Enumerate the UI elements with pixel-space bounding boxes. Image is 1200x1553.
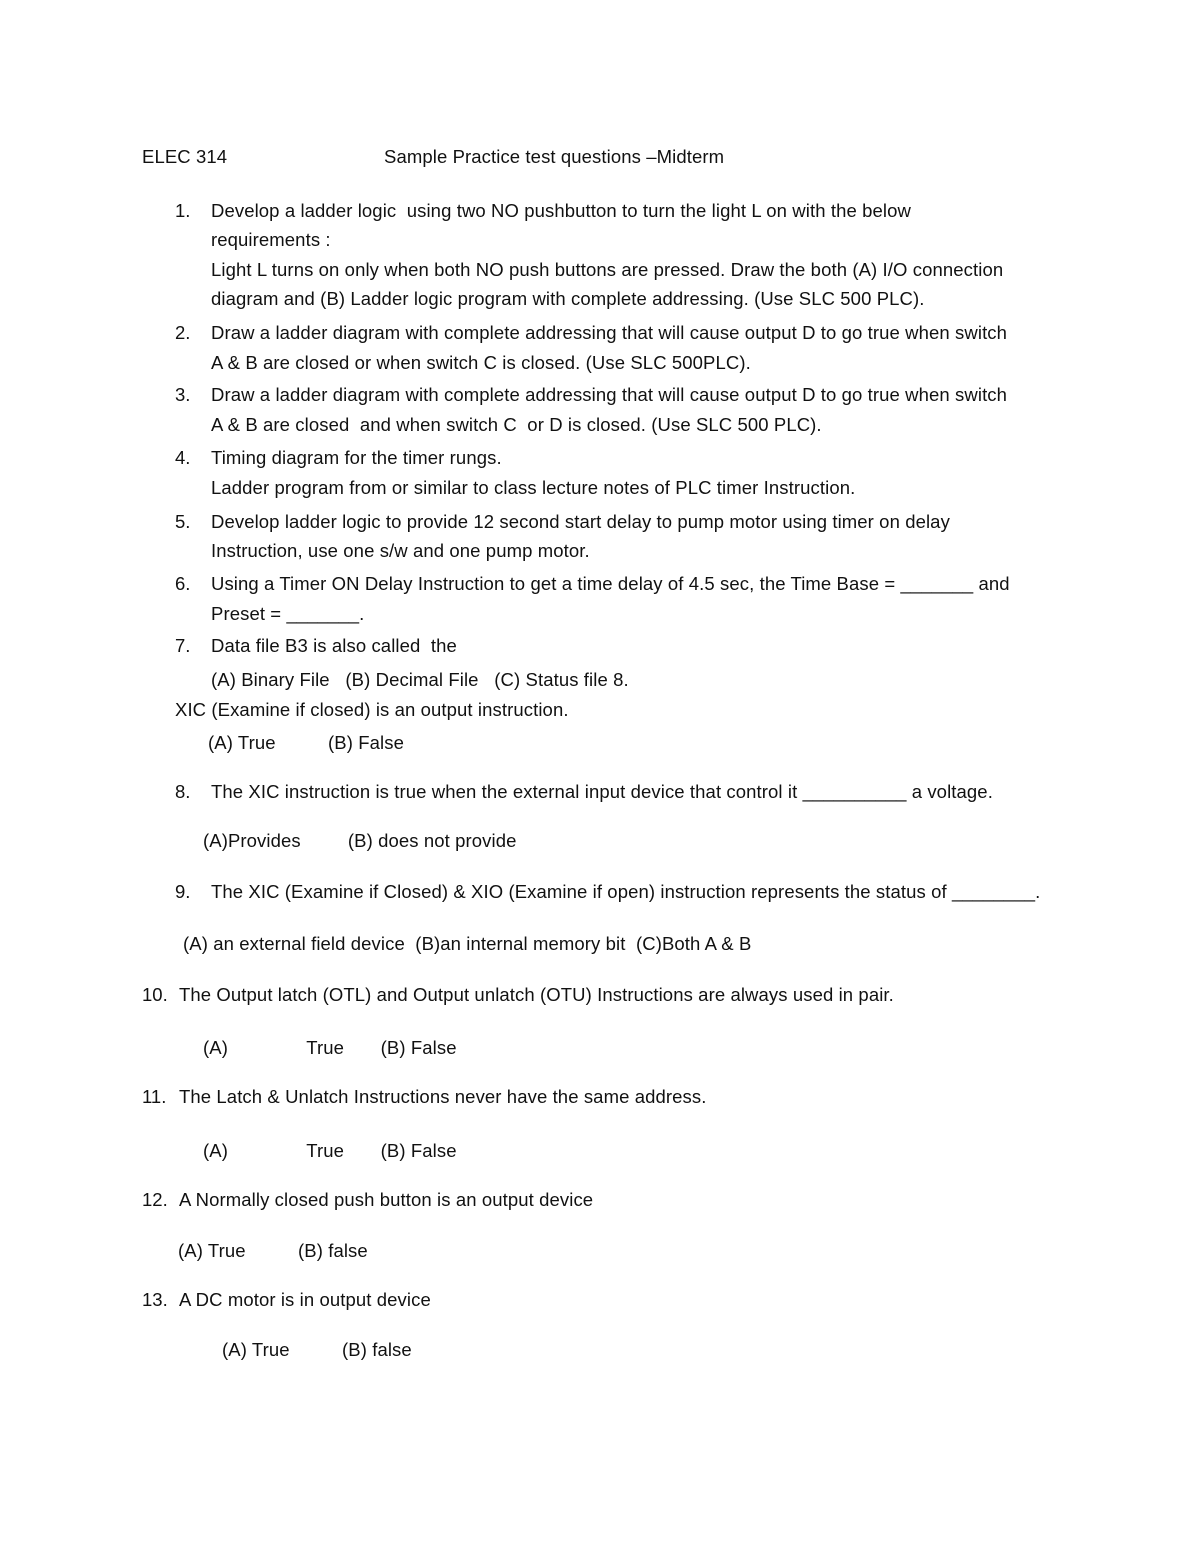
question-text-line: A Normally closed push button is an output device bbox=[179, 1189, 594, 1210]
question-number: 8. bbox=[175, 781, 191, 802]
question-number: 13. bbox=[142, 1289, 168, 1310]
question-text-line: Develop ladder logic to provide 12 second start delay to pump motor using timer on delay bbox=[211, 511, 950, 532]
question-text-line: diagram and (B) Ladder logic program with complete addressing. (Use SLC 500 PLC). bbox=[211, 288, 925, 309]
question-number: 9. bbox=[175, 881, 191, 902]
question-options: (A) True (B) False bbox=[203, 1140, 457, 1161]
question-number: 12. bbox=[142, 1189, 168, 1210]
question-text-line: Preset = _______. bbox=[211, 603, 365, 624]
question-text-line: XIC (Examine if closed) is an output instruction. bbox=[175, 699, 569, 720]
question-text-line: A & B are closed and when switch C or D is closed. (Use SLC 500 PLC). bbox=[211, 414, 822, 435]
question-text-line: Timing diagram for the timer rungs. bbox=[211, 447, 502, 468]
question-text-line: The XIC (Examine if Closed) & XIO (Examine if open) instruction represents the status of ________. bbox=[211, 881, 1041, 902]
question-number: 7. bbox=[175, 635, 191, 656]
question-number: 1. bbox=[175, 200, 191, 221]
question-options: (A) Binary File (B) Decimal File (C) Status file 8. bbox=[211, 669, 629, 690]
question-options: (A) True (B) false bbox=[178, 1240, 368, 1261]
question-options: (A) an external field device (B)an internal memory bit (C)Both A & B bbox=[183, 933, 752, 954]
question-number: 10. bbox=[142, 984, 168, 1005]
question-text-line: Using a Timer ON Delay Instruction to get a time delay of 4.5 sec, the Time Base = _______ and bbox=[211, 573, 1010, 594]
question-text-line: Light L turns on only when both NO push buttons are pressed. Draw the both (A) I/O connection bbox=[211, 259, 1004, 280]
course-code: ELEC 314 bbox=[142, 146, 228, 167]
question-options: (A) True (B) false bbox=[222, 1339, 412, 1360]
question-number: 2. bbox=[175, 322, 191, 343]
question-number: 5. bbox=[175, 511, 191, 532]
question-number: 3. bbox=[175, 384, 191, 405]
question-options: (A)Provides (B) does not provide bbox=[203, 830, 517, 851]
question-text-line: Instruction, use one s/w and one pump motor. bbox=[211, 540, 590, 561]
question-text-line: The Output latch (OTL) and Output unlatch (OTU) Instructions are always used in pair. bbox=[179, 984, 894, 1005]
question-text-line: The Latch & Unlatch Instructions never have the same address. bbox=[179, 1086, 707, 1107]
question-text-line: The XIC instruction is true when the external input device that control it __________ a voltage. bbox=[211, 781, 993, 802]
question-text-line: Draw a ladder diagram with complete addressing that will cause output D to go true when switch bbox=[211, 322, 1008, 343]
question-text-line: Data file B3 is also called the bbox=[211, 635, 457, 656]
question-text-line: A DC motor is in output device bbox=[179, 1289, 431, 1310]
question-text-line: requirements : bbox=[211, 229, 331, 250]
question-text-line: Develop a ladder logic using two NO pushbutton to turn the light L on with the below bbox=[211, 200, 911, 221]
question-text-line: Ladder program from or similar to class lecture notes of PLC timer Instruction. bbox=[211, 477, 856, 498]
question-options: (A) True (B) False bbox=[203, 1037, 457, 1058]
document-title: Sample Practice test questions –Midterm bbox=[384, 146, 725, 167]
question-number: 11. bbox=[142, 1086, 167, 1107]
question-number: 6. bbox=[175, 573, 191, 594]
question-number: 4. bbox=[175, 447, 191, 468]
question-text-line: A & B are closed or when switch C is closed. (Use SLC 500PLC). bbox=[211, 352, 751, 373]
question-text-line: Draw a ladder diagram with complete addressing that will cause output D to go true when switch bbox=[211, 384, 1008, 405]
question-options: (A) True (B) False bbox=[208, 732, 404, 753]
